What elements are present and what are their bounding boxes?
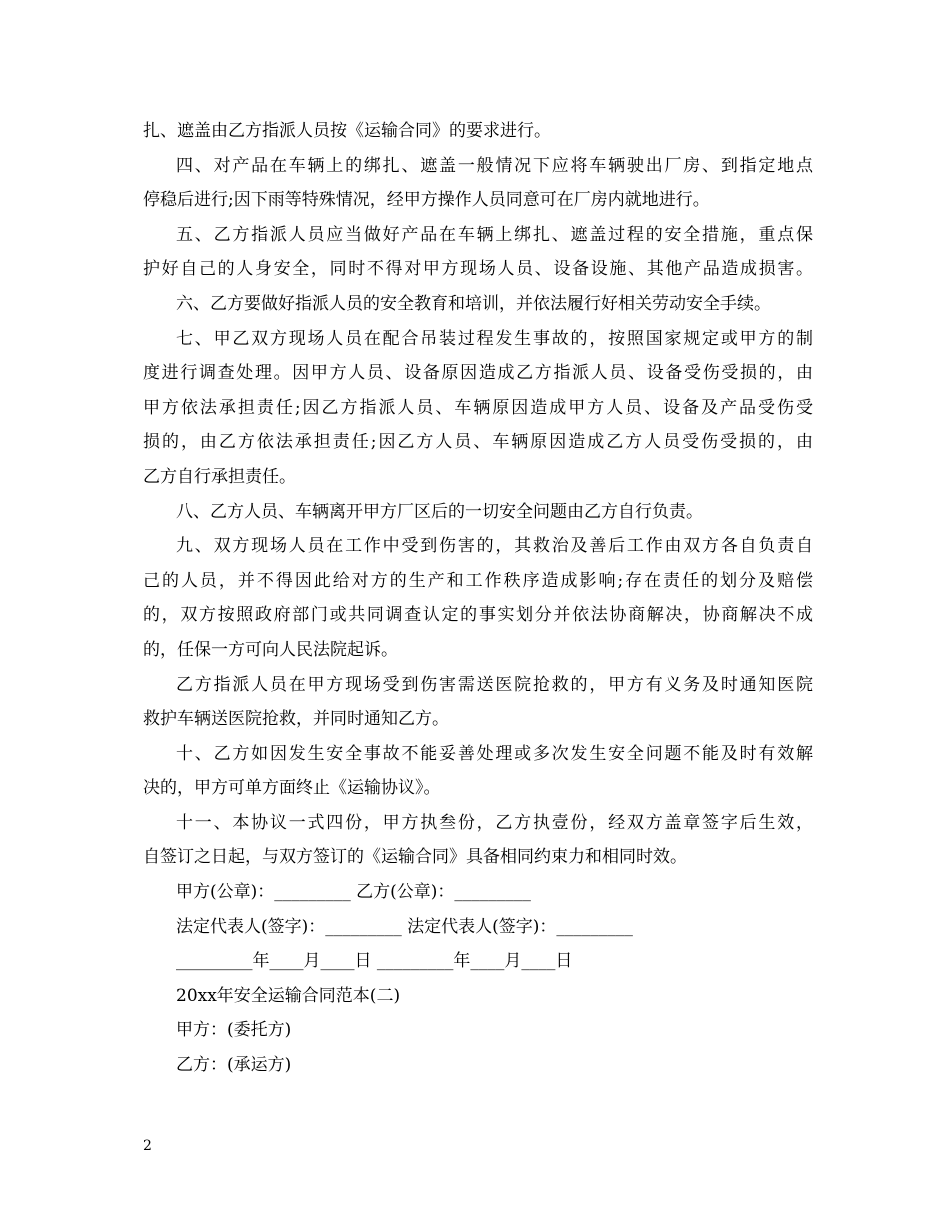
text-line: 的，双方按照政府部门或共同调查认定的事实划分并依法协商解决，协商解决不成 — [143, 605, 813, 626]
text-line: 七、甲乙双方现场人员在配合吊装过程发生事故的，按照国家规定或甲方的制 — [176, 328, 813, 349]
page-number: 2 — [143, 1138, 152, 1154]
text-line: 八、乙方人员、车辆离开甲方厂区后的一切安全问题由乙方自行负责。 — [176, 501, 703, 522]
party-b-line: 乙方：(承运方) — [176, 1055, 292, 1076]
text-line: 六、乙方要做好指派人员的安全教育和培训，并依法履行好相关劳动安全手续。 — [176, 293, 771, 314]
signature-line-seal: 甲方(公章)：_________ 乙方(公章)：_________ — [176, 882, 531, 903]
text-line: 决的，甲方可单方面终止《运输协议》。 — [143, 778, 441, 799]
text-line: 四、对产品在车辆上的绑扎、遮盖一般情况下应将车辆驶出厂房、到指定地点 — [176, 155, 813, 176]
text-line: 乙方自行承担责任。 — [143, 466, 296, 487]
party-a-line: 甲方：(委托方) — [176, 1020, 292, 1041]
text-line: 九、双方现场人员在工作中受到伤害的，其救治及善后工作由双方各自负责自 — [176, 536, 813, 557]
document-body — [143, 114, 813, 1083]
text-line: 甲方依法承担责任;因乙方指派人员、车辆原因造成甲方人员、设备及产品受伤受 — [143, 397, 813, 418]
text-line: 自签订之日起，与双方签订的《运输合同》具备相同约束力和相同时效。 — [143, 847, 687, 868]
section-title: 20xx年安全运输合同范本(二) — [176, 985, 401, 1006]
text-line: 的，任保一方可向人民法院起诉。 — [143, 639, 398, 660]
text-line: 扎、遮盖由乙方指派人员按《运输合同》的要求进行。 — [143, 121, 551, 141]
signature-line-date: _________年____月____日 _________年____月____日 — [176, 951, 573, 972]
text-line: 损的，由乙方依法承担责任;因乙方人员、车辆原因造成乙方人员受伤受损的，由 — [143, 432, 813, 453]
text-line: 十、乙方如因发生安全事故不能妥善处理或多次发生安全问题不能及时有效解 — [176, 743, 813, 764]
text-line: 护好自己的人身安全，同时不得对甲方现场人员、设备设施、其他产品造成损害。 — [143, 259, 813, 280]
text-line: 乙方指派人员在甲方现场受到伤害需送医院抢救的，甲方有义务及时通知医院 — [176, 674, 813, 695]
signature-line-representative: 法定代表人(签字)：_________ 法定代表人(签字)：_________ — [176, 916, 633, 937]
text-line: 度进行调查处理。因甲方人员、设备原因造成乙方指派人员、设备受伤受损的，由 — [143, 363, 813, 384]
text-line: 五、乙方指派人员应当做好产品在车辆上绑扎、遮盖过程的安全措施，重点保 — [176, 224, 813, 245]
text-line: 己的人员，并不得因此给对方的生产和工作秩序造成影响;存在责任的划分及赔偿 — [143, 570, 813, 591]
text-line: 十一、本协议一式四份，甲方执叁份，乙方执壹份，经双方盖章签字后生效， — [176, 812, 813, 833]
text-line: 停稳后进行;因下雨等特殊情况，经甲方操作人员同意可在厂房内就地进行。 — [143, 190, 710, 211]
text-line: 救护车辆送医院抢救，并同时通知乙方。 — [143, 709, 449, 730]
